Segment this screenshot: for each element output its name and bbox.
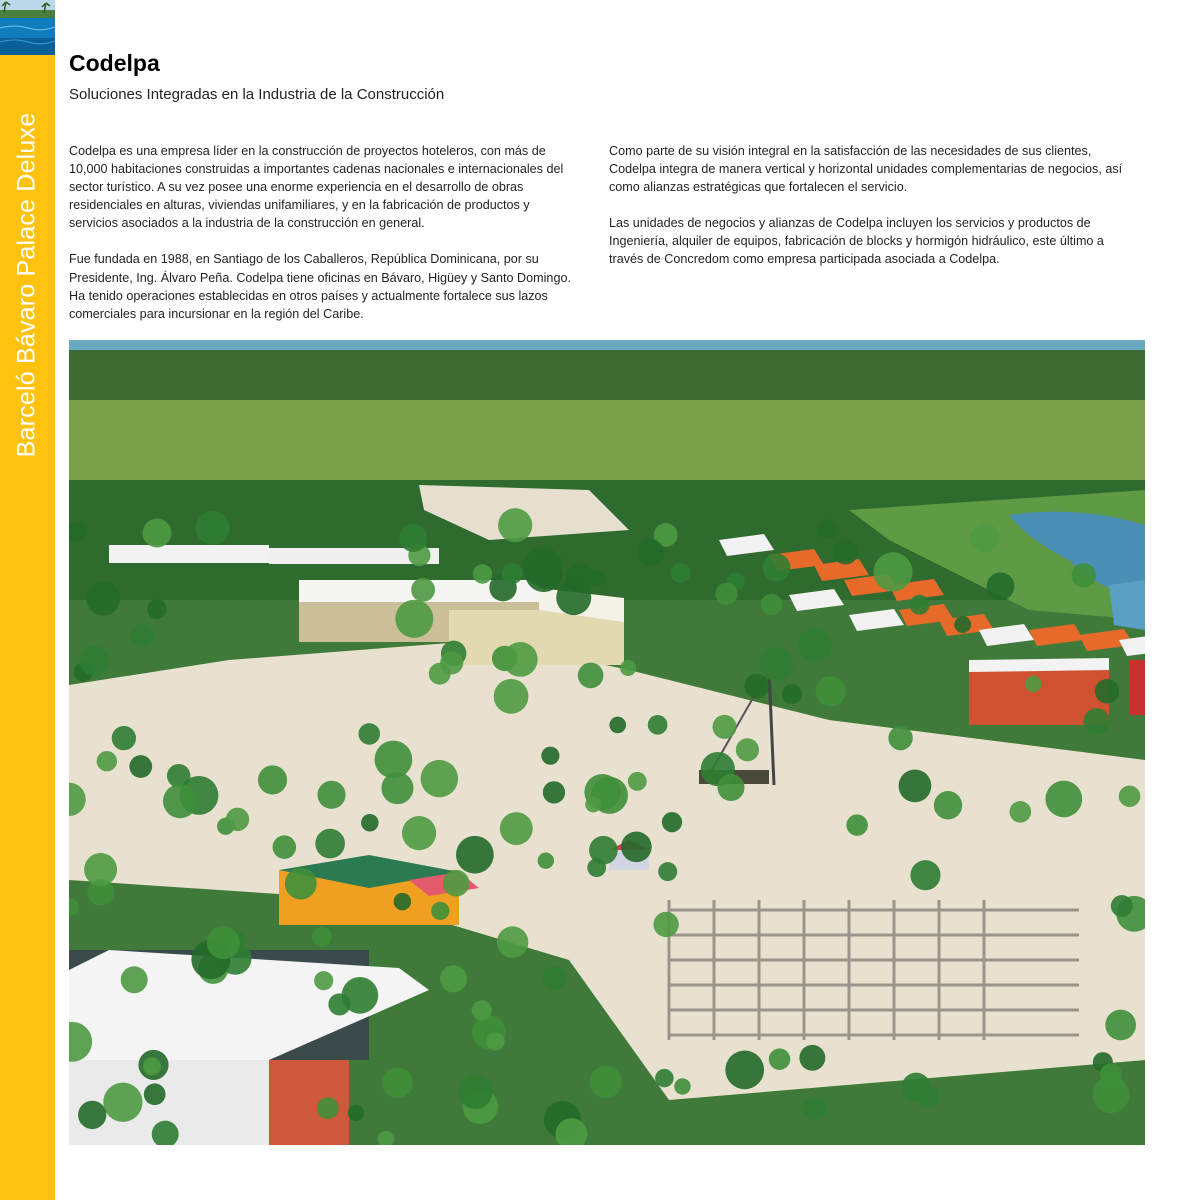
company-title: Codelpa xyxy=(69,50,160,76)
text-column-right xyxy=(609,142,1139,287)
paragraph: Codelpa es una empresa líder en la construcción de proyectos hoteleros, con más de 10,000 habitaciones construidas a importantes cadenas nacionales e internacionales del sector turístico. A su vez posee una enorme experiencia en el desarrollo de obras residenciales en alturas, viviendas unifamiliares, y en la fabricación de productos y servicios asociados a la industria de la construcción en general. xyxy=(69,144,564,231)
vertical-hotel-title: Barceló Bávaro Palace Deluxe xyxy=(12,112,41,458)
company-subtitle: Soluciones Integradas en la Industria de la Construcción xyxy=(69,86,445,103)
paragraph: Como parte de su visión integral en la satisfacción de las necesidades de sus clientes, Codelpa integra de manera vertical y horizontal unidades complementarias de negocios, así como alianzas estratégicas que fortalecen el servicio. xyxy=(609,144,1123,195)
paragraph: Fue fundada en 1988, en Santiago de los Caballeros, República Dominicana, por su Presidente, Ing. Álvaro Peña. Codelpa tiene oficinas en Bávaro, Higüey y Santo Domingo. Ha tenido operaciones establecidas en otros países y actualmente fortalece sus lazos comerciales para incursionar en la región del Caribe. xyxy=(69,252,571,321)
text-column-left xyxy=(69,142,581,341)
paragraph: Las unidades de negocios y alianzas de Codelpa incluyen los servicios y productos de Ingeniería, alquiler de equipos, fabricación de blocks y hormigón hidráulico, este último a través de Concredom como empresa participada asociada a Codelpa. xyxy=(609,216,1104,267)
aerial-construction-photo xyxy=(69,340,1145,1145)
side-bar xyxy=(0,55,55,1200)
resort-pool-thumbnail xyxy=(0,0,55,55)
